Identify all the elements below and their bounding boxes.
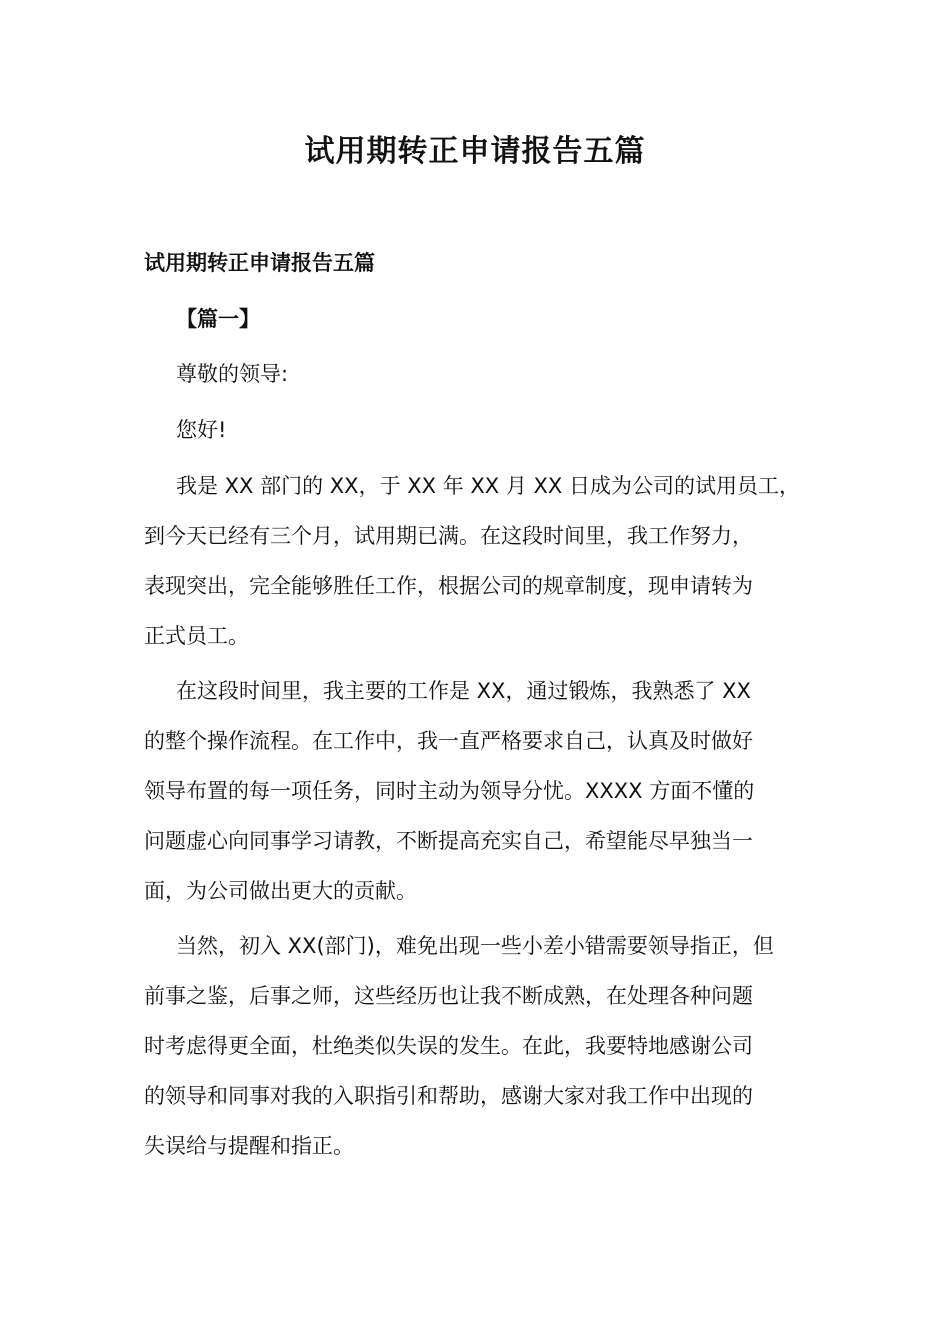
paragraph-line: 正式员工。 <box>144 624 249 648</box>
paragraph-line: 在这段时间里，我主要的工作是 XX，通过锻炼，我熟悉了 XX <box>176 679 751 703</box>
greeting: 您好! <box>176 418 227 442</box>
paragraph-line: 表现突出，完全能够胜任工作，根据公司的规章制度，现申请转为 <box>144 574 753 598</box>
paragraph-line: 问题虚心向同事学习请教，不断提高充实自己，希望能尽早独当一 <box>144 829 753 853</box>
paragraph-line: 前事之鉴，后事之师，这些经历也让我不断成熟，在处理各种问题 <box>144 984 753 1008</box>
paragraph-line: 的领导和同事对我的入职指引和帮助，感谢大家对我工作中出现的 <box>144 1084 753 1108</box>
document-subtitle: 试用期转正申请报告五篇 <box>144 251 375 275</box>
paragraph-line: 当然，初入 XX(部门)，难免出现一些小差小错需要领导指正，但 <box>176 934 774 958</box>
paragraph-line: 到今天已经有三个月，试用期已满。在这段时间里，我工作努力， <box>144 524 753 548</box>
paragraph-line: 领导布置的每一项任务，同时主动为领导分忧。XXXX 方面不懂的 <box>144 779 755 803</box>
paragraph-line: 面，为公司做出更大的贡献。 <box>144 879 417 903</box>
paragraph-line: 的整个操作流程。在工作中，我一直严格要求自己，认真及时做好 <box>144 729 753 753</box>
paragraph-line: 我是 XX 部门的 XX，于 XX 年 XX 月 XX 日成为公司的试用员工， <box>176 474 800 498</box>
salutation: 尊敬的领导: <box>176 362 289 386</box>
document-title: 试用期转正申请报告五篇 <box>304 134 646 169</box>
paragraph-line: 时考虑得更全面，杜绝类似失误的发生。在此，我要特地感谢公司 <box>144 1034 753 1058</box>
paragraph-line: 失误给与提醒和指正。 <box>144 1134 354 1158</box>
section-heading: 【篇一】 <box>176 307 260 331</box>
